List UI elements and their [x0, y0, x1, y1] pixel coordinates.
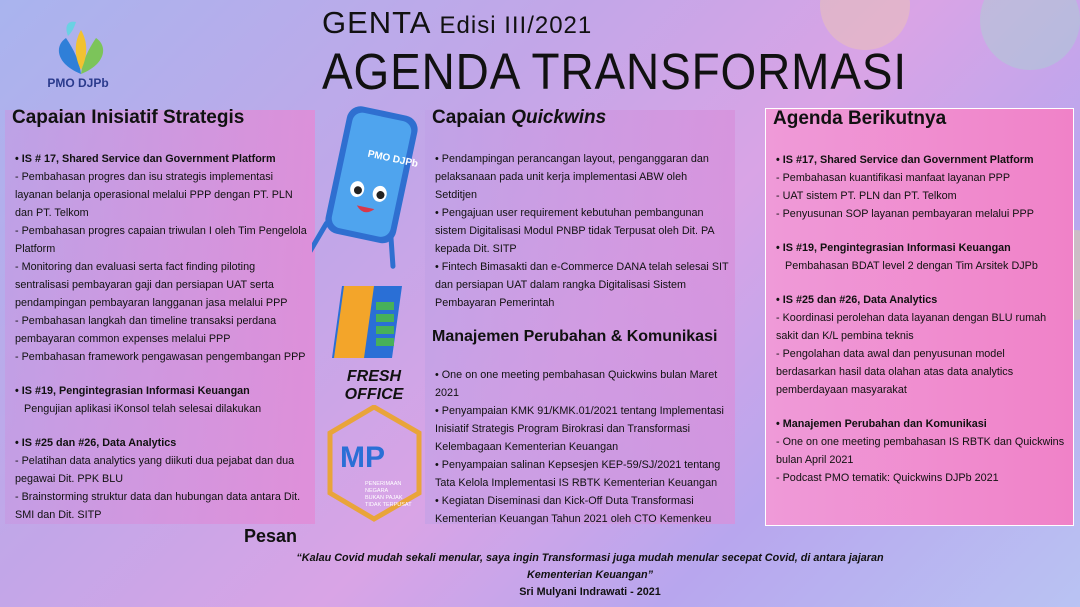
list-item: Pengujian aplikasi iKonsol telah selesai dilakukan	[24, 403, 262, 415]
list-item: - Pembahasan kuantifikasi manfaat layanan PPP	[776, 172, 1011, 184]
section-heading: • IS #25 dan #26, Data Analytics	[776, 294, 938, 306]
middle-panel-list	[435, 150, 729, 312]
left-panel-list	[15, 150, 309, 524]
middle-panel	[425, 107, 735, 525]
list-item: - Pembahasan progres capaian triwulan I oleh Tim Pengelola Platform	[15, 225, 307, 255]
list-item: - One on one meeting pembahasan IS RBTK dan Quickwins bulan April 2021	[776, 436, 1065, 466]
section-heading: • Manajemen Perubahan dan Komunikasi	[776, 418, 987, 430]
list-item: - Pengolahan data awal dan penyusunan model berdasarkan hasil data olahan atas data analytics pemberdayaan masyarakat	[776, 348, 1014, 396]
quote-line: Kementerian Keuangan”	[527, 569, 653, 581]
left-panel-title: Capaian Inisiatif Strategis	[12, 107, 245, 128]
list-item: - Brainstorming struktur data dan hubungan data antara Dit. SMI dan Dit. SITP	[15, 491, 301, 521]
list-item: • Pengajuan user requirement kebutuhan pembangunan sistem Digitalisasi Modul PNBP tidak Terpusat oleh Dit. PA kepada Dit. SITP	[435, 207, 715, 255]
section-heading: • IS # 17, Shared Service dan Government Platform	[15, 153, 276, 165]
list-item: - Monitoring dan evaluasi serta fact finding piloting sentralisasi pembayaran gaji dan persiapan UAT serta pendampingan pembayaran langganan jasa melalui PPP	[15, 261, 288, 309]
list-item: • Fintech Bimasakti dan e-Commerce DANA telah selesai SIT dan persiapan UAT dalam rangka Digitalisasi Sistem Pembayaran Pemerintah	[435, 261, 729, 309]
quote-author: Sri Mulyani Indrawati - 2021	[519, 586, 661, 598]
logo-text: PMO DJPb	[47, 76, 109, 90]
list-item: • Pendampingan perancangan layout, penganggaran dan pelaksanaan pada unit kerja implementasi ABW oleh Setditjen	[435, 153, 709, 201]
mp-logo-icon	[327, 405, 422, 523]
fresh-office-logo-icon	[330, 282, 410, 362]
middle-panel-subtitle: Manajemen Perubahan & Komunikasi	[432, 328, 718, 345]
mascot-illustration	[312, 92, 432, 272]
list-item: - Koordinasi perolehan data layanan dengan BLU rumah sakit dan K/L pembina teknis	[776, 312, 1047, 342]
list-item: - Pelatihan data analytics yang diikuti dua pejabat dan dua pegawai Dit. PPK BLU	[15, 455, 295, 485]
newsletter-name	[322, 5, 592, 41]
fresh-office-label: FRESH OFFICE	[344, 368, 404, 403]
mp-letters: MP	[340, 441, 385, 474]
list-item: • Penyampaian KMK 91/KMK.01/2021 tentang Implementasi Inisiatif Strategis Program Birokrasi dan Transformasi Kelembagaan Kementerian Keuangan	[435, 405, 724, 453]
genta-title: GENTA	[322, 5, 432, 40]
list-item: - Pembahasan framework pengawasan pengembangan PPP	[15, 351, 306, 363]
mp-caption: TIDAK TERPUSAT	[365, 502, 412, 508]
list-item: • Kegiatan Diseminasi dan Kick-Off Duta Transformasi Kementerian Keuangan Tahun 2021 oleh CTO Kemenkeu	[435, 495, 712, 525]
right-panel-title: Agenda Berikutnya	[773, 108, 947, 129]
edition-label: Edisi III/2021	[439, 12, 593, 39]
list-item: Pembahasan BDAT level 2 dengan Tim Arsitek DJPb	[785, 260, 1038, 272]
middle-panel-title: Capaian Quickwins	[432, 107, 607, 128]
section-heading: • IS #25 dan #26, Data Analytics	[15, 437, 177, 449]
mascot-label: PMO DJPb	[366, 148, 419, 171]
section-heading: • IS #17, Shared Service dan Government Platform	[776, 154, 1034, 166]
list-item: • One on one meeting pembahasan Quickwins bulan Maret 2021	[435, 369, 718, 399]
list-item: - Pembahasan langkah dan timeline transaksi perdana pembayaran common expenses melalui PPP	[15, 315, 277, 345]
decor-bubble	[980, 0, 1080, 70]
quote	[240, 550, 940, 601]
message-label: Pesan	[244, 526, 298, 546]
mp-caption: BUKAN PAJAK	[365, 495, 403, 501]
list-item: - Penyusunan SOP layanan pembayaran melalui PPP	[776, 208, 1034, 220]
mp-caption: NEGARA	[365, 488, 389, 494]
list-item: - Pembahasan progres dan isu strategis implementasi layanan belanja operasional melalui PPP dengan PT. PLN dan PT. Telkom	[15, 171, 293, 219]
list-item: - Podcast PMO tematik: Quickwins DJPb 2021	[776, 472, 999, 484]
list-item: - UAT sistem PT. PLN dan PT. Telkom	[776, 190, 957, 202]
section-heading: • IS #19, Pengintegrasian Informasi Keuangan	[776, 242, 1011, 254]
left-panel	[5, 107, 315, 524]
right-panel-list	[776, 151, 1067, 487]
section-heading: • IS #19, Pengintegrasian Informasi Keuangan	[15, 385, 250, 397]
right-panel	[765, 108, 1074, 526]
quote-line: “Kalau Covid mudah sekali menular, saya ingin Transformasi juga mudah menular secepat Covid, di antara jajaran	[296, 552, 884, 564]
mp-caption: PENERIMAAN	[365, 481, 402, 487]
list-item: • Penyampaian salinan Kepsesjen KEP-59/SJ/2021 tentang Tata Kelola Implementasi IS RBTK Kementerian Keuangan	[435, 459, 721, 489]
page-title: AGENDA TRANSFORMASI	[322, 43, 908, 100]
middle-panel-list-2	[435, 366, 729, 528]
